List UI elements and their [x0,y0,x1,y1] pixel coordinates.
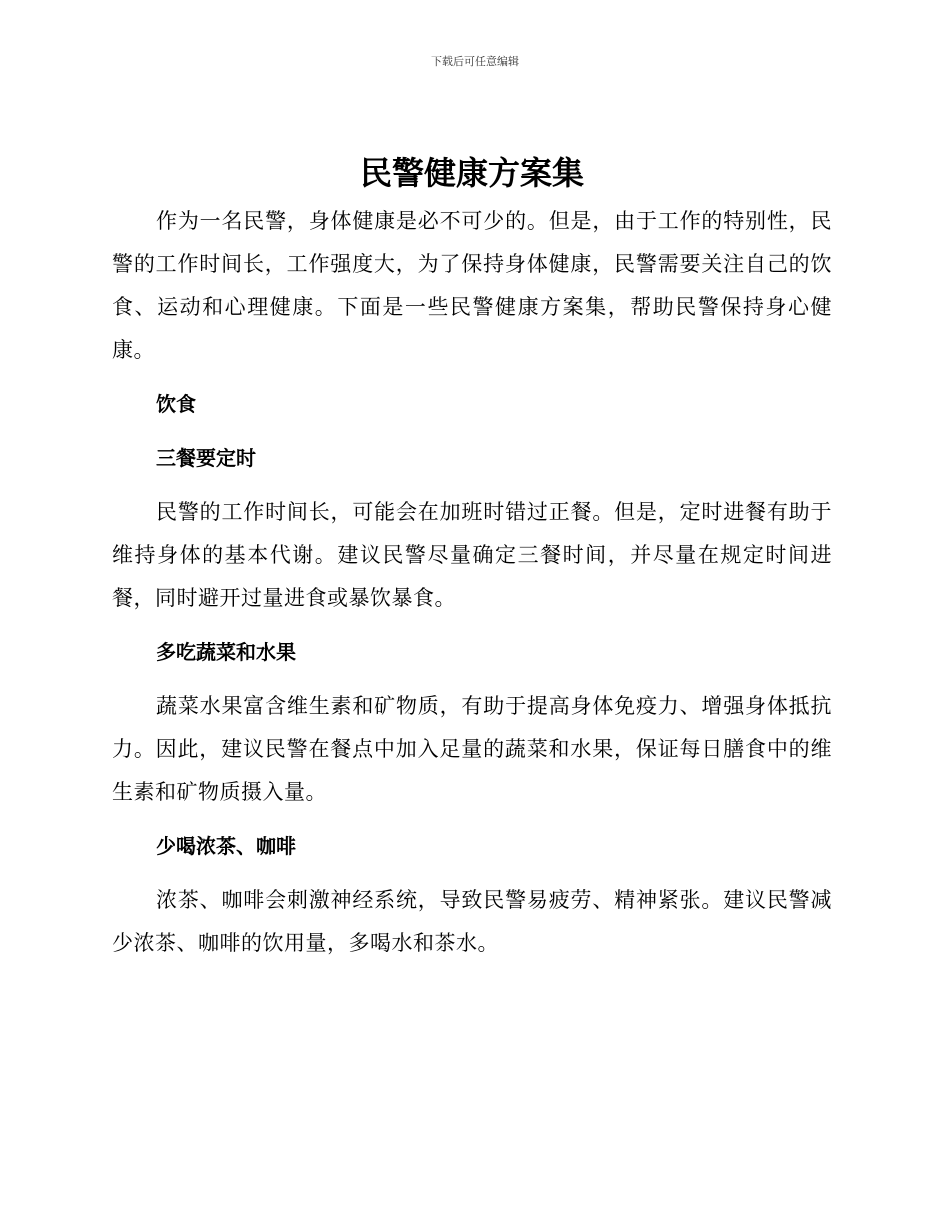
section-heading-diet: 饮食 [156,392,196,416]
intro-paragraph: 作为一名民警，身体健康是必不可少的。但是，由于工作的特别性，民警的工作时间长，工作强度大，为了保持身体健康，民警需要关注自己的饮食、运动和心理健康。下面是一些民警健康方案集，帮助民警保持身心健康。 [112,209,832,362]
section-heading-tea-coffee: 少喝浓茶、咖啡 [156,834,296,858]
paragraph-tea-coffee: 浓茶、咖啡会刺激神经系统，导致民警易疲劳、精神紧张。建议民警减少浓茶、咖啡的饮用量，多喝水和茶水。 [112,888,832,955]
document-body [112,150,832,965]
document-title: 民警健康方案集 [359,154,584,192]
paragraph-regular-meals: 民警的工作时间长，可能会在加班时错过正餐。但是，定时进餐有助于维持身体的基本代谢。建议民警尽量确定三餐时间，并尽量在规定时间进餐，同时避开过量进食或暴饮暴食。 [112,500,832,610]
paragraph-vegetables-fruits: 蔬菜水果富含维生素和矿物质，有助于提高身体免疫力、增强身体抵抗力。因此，建议民警在餐点中加入足量的蔬菜和水果，保证每日膳食中的维生素和矿物质摄入量。 [112,694,832,804]
header-note: 下载后可任意编辑 [431,55,519,68]
section-heading-regular-meals: 三餐要定时 [156,446,256,470]
section-heading-vegetables-fruits: 多吃蔬菜和水果 [156,640,296,664]
